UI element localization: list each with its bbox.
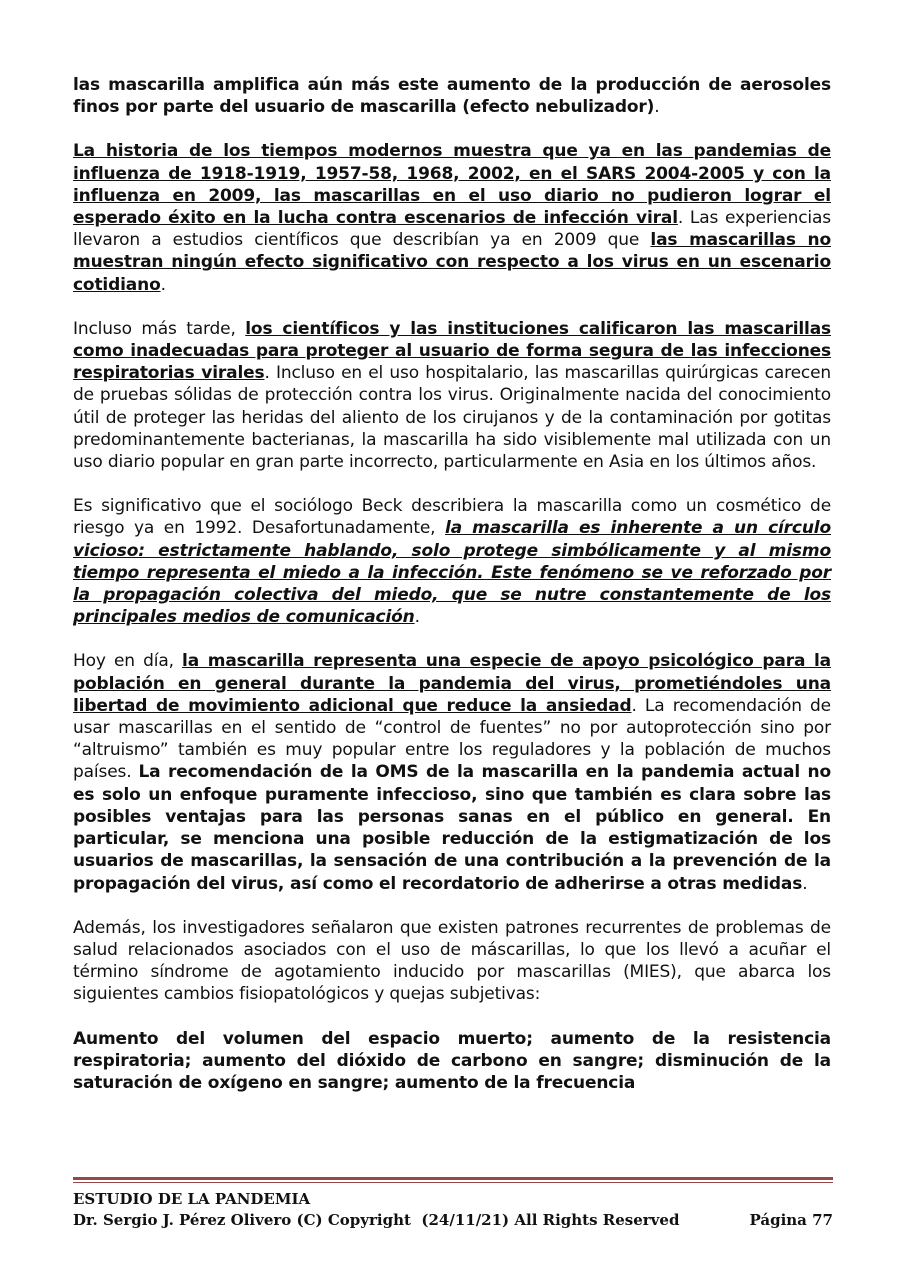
- paragraph-5: [73, 650, 831, 894]
- text-segment: Hoy en día,: [73, 651, 183, 672]
- text-segment: .: [654, 97, 660, 118]
- text-segment: . Incluso en el uso hospitalario, las mascarillas quirúrgicas carecen de pruebas sólidas de protección contra los virus. Originalmente nacida del conocimiento útil de proteger las heridas del aliento de los cirujanos y de la contaminación por gotitas predominantemente bacterianas, la mascarilla ha sido visiblemente mal utilizada con un uso diario popular en gran parte incorrecto, particularmente en Asia en los últimos años.: [73, 363, 832, 473]
- paragraph-4: [73, 495, 831, 628]
- paragraph-1: [73, 74, 831, 118]
- document-body: [73, 74, 831, 1094]
- footer-divider-thin: [73, 1182, 833, 1183]
- footer-divider: [73, 1177, 833, 1180]
- paragraph-6: [73, 917, 831, 1006]
- text-segment: Es significativo que el sociólogo Beck describiera la mascarilla como un cosmético de riesgo ya en 1992. Desafortunadamente,: [73, 496, 831, 539]
- text-segment: .: [802, 873, 808, 894]
- paragraph-2: [73, 140, 831, 295]
- text-segment: la mascarilla representa una especie de apoyo psicológico para la población en general durante la pandemia del virus, prometiéndoles una libertad de movimiento adicional que reduce la ansiedad: [73, 651, 831, 716]
- text-segment: Además, los investigadores señalaron que existen patrones recurrentes de problemas de salud relacionados asociados con el uso de máscarillas, lo que los llevó a acuñar el término síndrome de agotamiento inducido por mascarillas (MIES), que abarca los siguientes cambios fisiopatológicos y quejas subjetivas:: [73, 917, 831, 1005]
- text-segment: La recomendación de la OMS de la mascarilla en la pandemia actual no es solo un enfoque puramente infeccioso, sino que también es clara sobre las posibles ventajas para las personas sanas en el público en general. En particular, se menciona una posible reducción de la estigmatización de los usuarios de mascarillas, la sensación de una contribución a la prevención de la propagación del virus, así como el recordatorio de adherirse a otras medidas: [73, 762, 831, 894]
- text-segment: .: [160, 274, 166, 295]
- text-segment: Aumento del volumen del espacio muerto; aumento de la resistencia respiratoria; aumento del dióxido de carbono en sangre; disminución de la saturación de oxígeno en sangre; aumento de la frecuencia: [73, 1028, 831, 1093]
- text-segment: .: [414, 607, 420, 628]
- paragraph-3: [73, 318, 831, 473]
- paragraph-7: [73, 1028, 831, 1095]
- page-footer: [73, 1189, 833, 1231]
- text-segment: los científicos y las instituciones calificaron las mascarillas como inadecuadas para proteger al usuario de forma segura de las infecciones respiratorias virales: [73, 318, 832, 384]
- text-segment: . Las experiencias llevaron a estudios científicos que describían ya en 2009 que: [73, 208, 831, 251]
- text-segment: . La recomendación de usar mascarillas en el sentido de “control de fuentes” no por autoprotección sino por “altruismo” también es muy popular entre los reguladores y la población de muchos países.: [73, 695, 831, 783]
- text-segment: las mascarillas no muestran ningún efecto significativo con respecto a los virus en un escenario cotidiano: [73, 230, 831, 295]
- page-number: Página 77: [749, 1211, 833, 1229]
- footer-copyright: Dr. Sergio J. Pérez Olivero (C) Copyright (24/11/21) All Rights Reserved: [73, 1211, 680, 1229]
- text-segment: La historia de los tiempos modernos muestra que ya en las pandemias de influenza de 1918-1919, 1957-58, 1968, 2002, en el SARS 2004-2005 y con la influenza en 2009, las mascarillas en el uso diario no pudieron lograr el esperado éxito en la lucha contra escenarios de infección viral: [73, 141, 831, 229]
- text-segment: las mascarilla amplifica aún más este aumento de la producción de aerosoles finos por parte del usuario de mascarilla (efecto nebulizador): [73, 75, 831, 118]
- footer-title: ESTUDIO DE LA PANDEMIA: [73, 1190, 311, 1208]
- text-segment: Incluso más tarde,: [73, 318, 246, 339]
- text-segment: la mascarilla es inherente a un círculo vicioso: estrictamente hablando, solo protege simbólicamente y al mismo tiempo representa el miedo a la infección. Este fenómeno se ve reforzado por la propagación colectiva del miedo, que se nutre constantemente de los principales medios de comunicación: [73, 518, 831, 628]
